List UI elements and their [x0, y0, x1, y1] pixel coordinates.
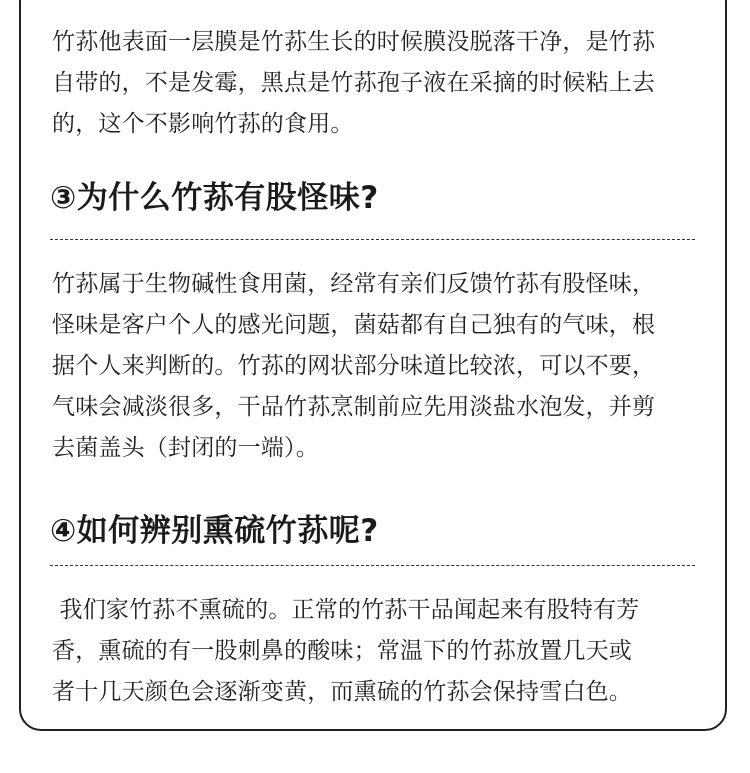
- section4-heading: ④如何辨别熏硫竹荪呢?: [50, 513, 379, 549]
- paragraph-line: 香，熏硫的有一股刺鼻的酸味；常温下的竹荪放置几天或: [52, 638, 632, 664]
- paragraph-line: 的，这个不影响竹荪的食用。: [52, 111, 354, 137]
- paragraph-line: 据个人来判断的。竹荪的网状部分味道比较浓，可以不要，: [52, 353, 656, 379]
- paragraph-line: 去菌盖头（封闭的一端）。: [52, 435, 319, 461]
- paragraph-line: 怪味是客户个人的感光问题，菌菇都有自己独有的气味，根: [52, 312, 656, 338]
- paragraph-line: 气味会减淡很多，干品竹荪烹制前应先用淡盐水泡发，并剪: [52, 394, 656, 420]
- section4-paragraph: [52, 590, 712, 713]
- section2-paragraph: [52, 22, 712, 145]
- section3-paragraph: [52, 264, 712, 469]
- paragraph-line: 我们家竹荪不熏硫的。正常的竹荪干品闻起来有股特有芳: [52, 597, 640, 623]
- section4-divider: [50, 565, 695, 566]
- section3-divider: [50, 239, 695, 240]
- paragraph-line: 竹荪他表面一层膜是竹荪生长的时候膜没脱落干净，是竹荪: [52, 29, 656, 55]
- paragraph-line: 自带的，不是发霉，黑点是竹荪孢子液在采摘的时候粘上去: [52, 70, 656, 96]
- section3-heading: ③为什么竹荪有股怪味?: [50, 180, 379, 216]
- paragraph-line: 竹荪属于生物碱性食用菌，经常有亲们反馈竹荪有股怪味，: [52, 271, 656, 297]
- paragraph-line: 者十几天颜色会逐渐变黄，而熏硫的竹荪会保持雪白色。: [52, 679, 632, 705]
